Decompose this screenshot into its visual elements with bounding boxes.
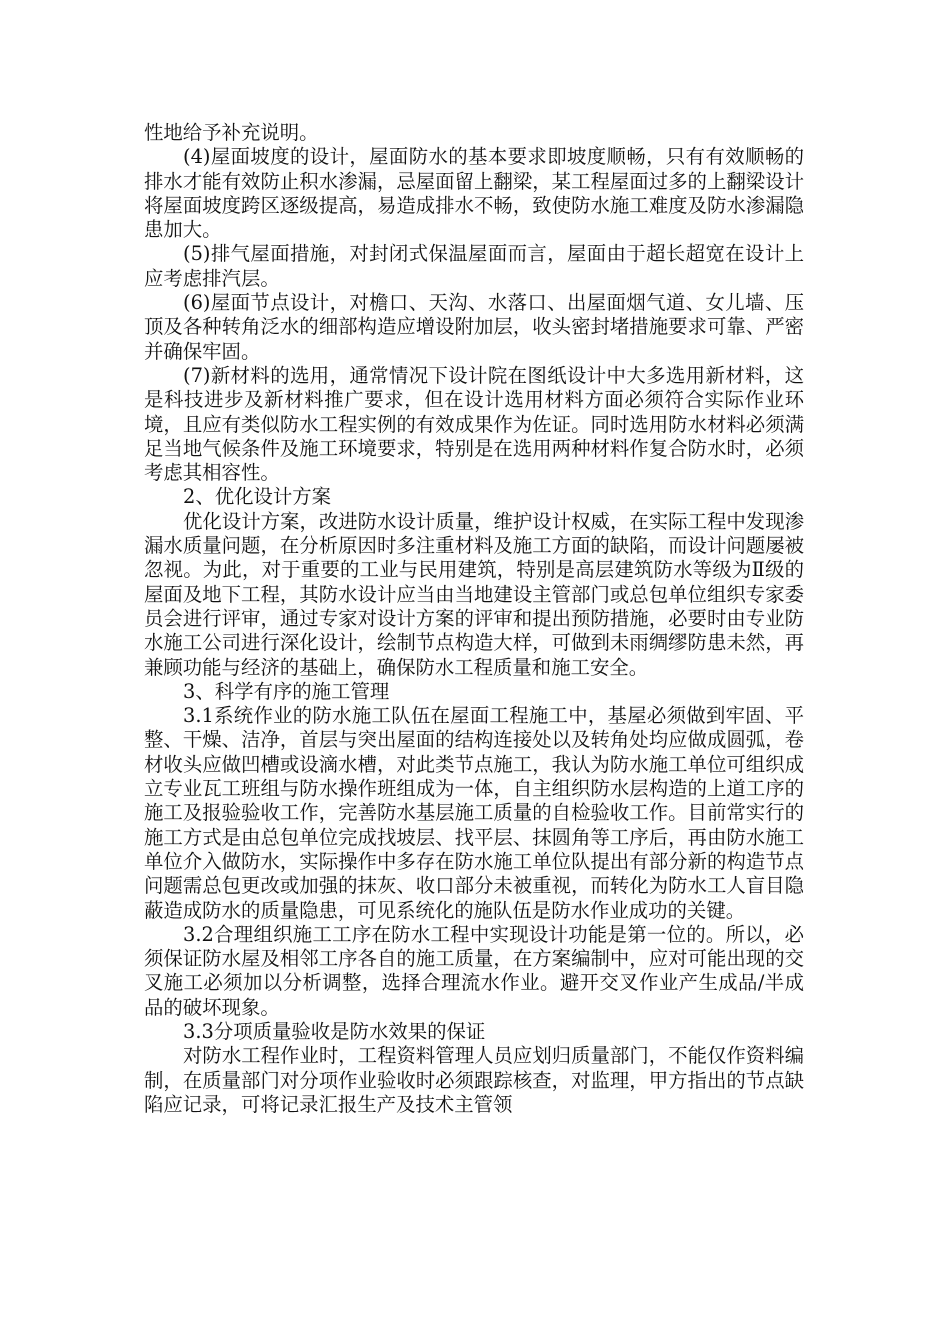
body-text: [144, 121, 804, 1117]
paragraph-6: 优化设计方案，改进防水设计质量，维护设计权威，在实际工程中发现渗漏水质量问题，在分析原因时多注重材料及施工方面的缺陷，而设计问题屡被忽视。为此，对于重要的工业与民用建筑，特别是高层建筑防水等级为Ⅱ级的屋面及地下工程，其防水设计应当由当地建设主管部门或总包单位组织专家委员会进行评审，通过专家对设计方案的评审和提出预防措施，必要时由专业防水施工公司进行深化设计，绘制节点构造大样，可做到未雨绸缪防患未然，再兼顾功能与经济的基础上，确保防水工程质量和施工安全。: [144, 509, 804, 679]
section-heading-2: 2、优化设计方案: [183, 485, 332, 509]
paragraph-7: 3.1系统作业的防水施工队伍在屋面工程施工中，基屋必须做到牢固、平整、干燥、洁净，首层与突出屋面的结构连接处以及转角处均应做成圆弧，卷材收头应做凹槽或设滴水槽，对此类节点施工，我认为防水施工单位可组织成立专业瓦工班组与防水操作班组成为一体，自主组织防水层构造的上道工序的施工及报验验收工作，完善防水基层施工质量的自检验收工作。目前常实行的施工方式是由总包单位完成找坡层、找平层、抹圆角等工序后，再由防水施工单位介入做防水，实际操作中多存在防水施工单位队提出有部分新的构造节点问题需总包更改或加强的抹灰、收口部分未被重视，而转化为防水工人盲目隐蔽造成防水的质量隐患，可见系统化的施队伍是防水作业成功的关键。: [144, 704, 804, 922]
paragraph-3: (5)排气屋面措施，对封闭式保温屋面而言，屋面由于超长超宽在设计上应考虑排汽层。: [144, 242, 804, 290]
subsection-heading-3-3: 3.3分项质量验收是防水效果的保证: [183, 1019, 486, 1043]
paragraph-4: (6)屋面节点设计，对檐口、天沟、水落口、出屋面烟气道、女儿墙、压顶及各种转角泛水的细部构造应增设附加层，收头密封堵措施要求可靠、严密并确保牢固。: [144, 291, 804, 363]
section-heading-3: 3、科学有序的施工管理: [183, 679, 390, 703]
paragraph-1: 性地给予补充说明。: [144, 121, 319, 144]
paragraph-9: 对防水工程作业时，工程资料管理人员应划归质量部门，不能仅作资料编制，在质量部门对分项作业验收时必须跟踪核查，对监理，甲方指出的节点缺陷应记录，可将记录汇报生产及技术主管领: [144, 1044, 804, 1116]
paragraph-8: 3.2合理组织施工工序在防水工程中实现设计功能是第一位的。所以，必须保证防水屋及相邻工序各自的施工质量，在方案编制中，应对可能出现的交叉施工必须加以分析调整，选择合理流水作业。避开交叉作业产生成品/半成品的破坏现象。: [144, 922, 804, 1019]
paragraph-2: (4)屋面坡度的设计，屋面防水的基本要求即坡度顺畅，只有有效顺畅的排水才能有效防止积水渗漏，忌屋面留上翻梁，某工程屋面过多的上翻梁设计将屋面坡度跨区逐级提高，易造成排水不畅，致使防水施工难度及防水渗漏隐患加大。: [144, 145, 804, 242]
paragraph-5: (7)新材料的选用，通常情况下设计院在图纸设计中大多选用新材料，这是科技进步及新材料推广要求，但在设计选用材料方面必须符合实际作业环境，且应有类似防水工程实例的有效成果作为佐证。同时选用防水材料必须满足当地气候条件及施工环境要求，特别是在选用两种材料作复合防水时，必须考虑其相容性。: [144, 363, 804, 485]
